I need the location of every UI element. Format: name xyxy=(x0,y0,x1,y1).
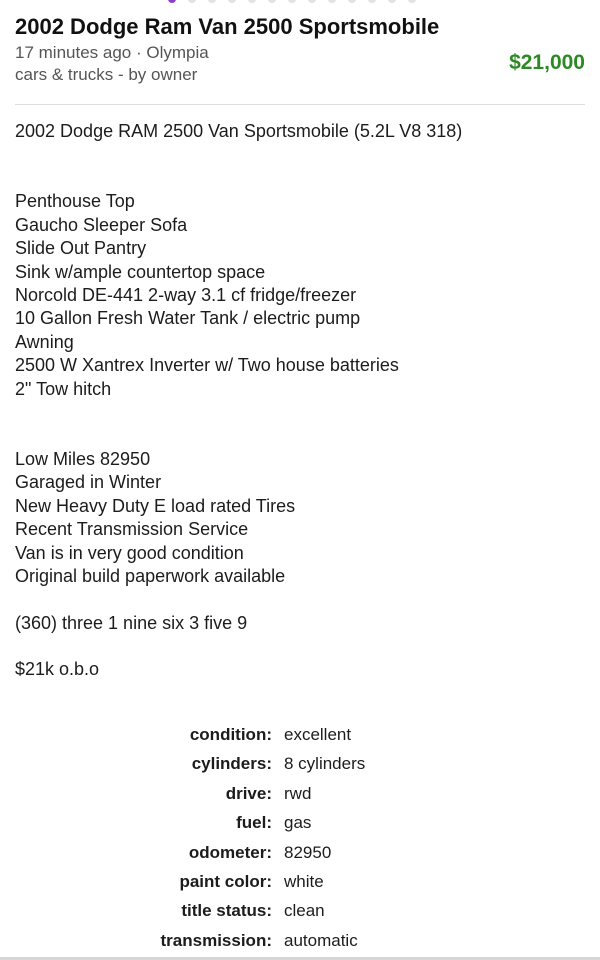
carousel-dot[interactable] xyxy=(288,0,296,3)
feature-line: Penthouse Top xyxy=(15,191,135,212)
attribute-key: drive: xyxy=(225,783,272,803)
detail-line: Van is in very good condition xyxy=(15,542,244,563)
listing-header xyxy=(15,12,585,105)
attribute-row xyxy=(0,749,600,778)
posted-time-location: 17 minutes ago · Olympia xyxy=(15,43,209,62)
feature-line: Sink w/ample countertop space xyxy=(15,261,266,282)
contact-phone: (360) three 1 nine six 3 five 9 xyxy=(15,612,248,633)
detail-line: Low Miles 82950 xyxy=(15,449,151,470)
detail-line: New Heavy Duty E load rated Tires xyxy=(15,495,296,516)
attribute-row xyxy=(0,720,600,749)
attribute-key: paint color: xyxy=(179,871,272,891)
detail-line: Original build paperwork available xyxy=(15,566,286,587)
attribute-key: transmission: xyxy=(160,930,272,950)
feature-line: Gaucho Sleeper Sofa xyxy=(15,214,188,235)
attribute-key: odometer: xyxy=(188,842,272,862)
attribute-key: title status: xyxy=(181,901,272,921)
attribute-value: clean xyxy=(284,901,325,921)
listing-price: $21,000 xyxy=(509,51,585,74)
attribute-row xyxy=(0,896,600,925)
price-note: $21k o.b.o xyxy=(15,658,100,679)
image-carousel-dots[interactable] xyxy=(168,0,416,3)
carousel-dot[interactable] xyxy=(308,0,316,3)
carousel-dot[interactable] xyxy=(348,0,356,3)
carousel-dot[interactable] xyxy=(368,0,376,3)
attribute-value: 8 cylinders xyxy=(284,754,366,774)
carousel-dot[interactable] xyxy=(328,0,336,3)
attribute-value: white xyxy=(284,871,324,891)
feature-line: Norcold DE-441 2-way 3.1 cf fridge/freezer xyxy=(15,285,357,306)
carousel-dot-active[interactable] xyxy=(168,0,176,3)
feature-line: 10 Gallon Fresh Water Tank / electric pump xyxy=(15,308,361,329)
carousel-dot[interactable] xyxy=(268,0,276,3)
carousel-dot[interactable] xyxy=(248,0,256,3)
attribute-value: automatic xyxy=(284,930,358,950)
attribute-row xyxy=(0,779,600,808)
vehicle-attributes xyxy=(0,720,600,955)
attribute-key: fuel: xyxy=(236,813,272,833)
carousel-dot[interactable] xyxy=(228,0,236,3)
description-headline: 2002 Dodge RAM 2500 Van Sportsmobile (5.2L V8 318) xyxy=(15,121,463,141)
carousel-dot[interactable] xyxy=(208,0,216,3)
attribute-value: excellent xyxy=(284,725,352,744)
attribute-key: condition: xyxy=(189,725,272,744)
attribute-row xyxy=(0,808,600,837)
attribute-value: gas xyxy=(284,813,312,833)
attribute-row xyxy=(0,867,600,896)
attribute-value: rwd xyxy=(284,783,312,803)
carousel-dot[interactable] xyxy=(388,0,396,3)
carousel-dot[interactable] xyxy=(188,0,196,3)
attribute-row xyxy=(0,838,600,867)
feature-line: 2" Tow hitch xyxy=(15,378,112,399)
feature-line: Awning xyxy=(15,331,74,352)
listing-description xyxy=(15,120,585,681)
feature-line: Slide Out Pantry xyxy=(15,238,147,259)
carousel-dot[interactable] xyxy=(408,0,416,3)
attribute-value: 82950 xyxy=(284,842,332,862)
listing-title: 2002 Dodge Ram Van 2500 Sportsmobile xyxy=(15,14,440,39)
listing-category[interactable]: cars & trucks - by owner xyxy=(15,65,198,84)
attribute-row xyxy=(0,926,600,955)
detail-line: Garaged in Winter xyxy=(15,472,162,493)
feature-line: 2500 W Xantrex Inverter w/ Two house batteries xyxy=(15,355,399,376)
attribute-key: cylinders: xyxy=(191,754,272,774)
detail-line: Recent Transmission Service xyxy=(15,519,249,540)
